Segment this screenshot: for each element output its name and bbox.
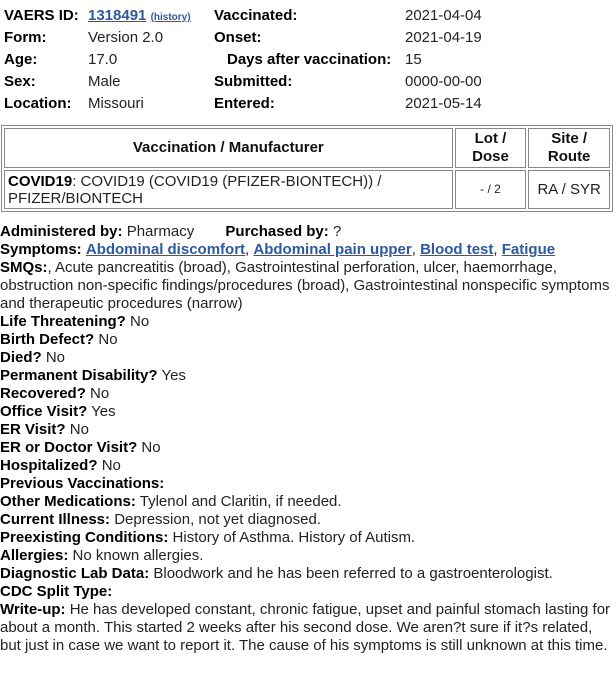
allergies-label: Allergies: [0,547,69,564]
report-header [0,0,616,120]
col-site-line2: Route [547,148,591,165]
er-visit-value: No [69,421,89,438]
administered-value: Pharmacy [126,223,195,240]
symptom-link[interactable]: Abdominal pain upper [253,241,412,258]
symptoms-row: Symptoms: Abdominal discomfort, Abdominal pain upper, Blood test, Fatigue [0,241,556,258]
cdc-split-label: CDC Split Type: [0,583,113,600]
col-site-route [528,128,610,168]
office-visit-label: Office Visit? [0,403,88,420]
current-illness-row [0,511,614,529]
cdc-split-row [0,583,614,601]
recovered-value: No [90,385,110,402]
administered-label: Administered by: [0,223,123,240]
symptom-link[interactable]: Abdominal discomfort [85,241,246,258]
allergies-value: No known allergies. [72,547,204,564]
er-visit-row [0,421,614,439]
submitted-label: Submitted: [214,73,293,90]
diagnostic-row [0,565,614,583]
vaers-id-link[interactable]: 1318491 [88,7,147,24]
entered-value: 2021-05-14 [405,95,482,112]
symptom-link[interactable]: Fatigue [501,241,556,258]
history-link[interactable]: (history) [150,12,191,23]
permanent-disability-value: Yes [161,367,186,384]
hospitalized-label: Hospitalized? [0,457,98,474]
report-details [0,223,614,655]
administered-row [0,223,614,241]
diagnostic-value: Bloodwork and he has been referred to a gastroenterologist. [153,565,553,582]
symptom-link[interactable]: Blood test [420,241,494,258]
vaccine-desc: : COVID19 (COVID19 (PFIZER-BIONTECH)) / PFIZER/BIONTECH [8,172,382,207]
current-illness-label: Current Illness: [0,511,111,528]
died-value: No [45,349,66,366]
writeup-label: Write-up: [0,601,66,618]
vaccine-cell [4,170,453,209]
col-lot-line1: Lot / [474,130,507,147]
smqs-label: SMQs: [0,259,48,276]
lot-dose-value: - / 2 [455,170,527,209]
previous-vaccinations-row [0,475,614,493]
onset-value: 2021-04-19 [405,29,482,46]
current-illness-value: Depression, not yet diagnosed. [114,511,322,528]
onset-label: Onset: [214,29,262,46]
location-value: Missouri [88,95,144,112]
allergies-row [0,547,614,565]
table-row [4,170,610,209]
vaccinated-value: 2021-04-04 [405,7,482,24]
purchased-label: Purchased by: [225,223,329,240]
location-label: Location: [4,95,72,112]
office-visit-row [0,403,614,421]
submitted-value: 0000-00-00 [405,73,482,90]
table-header-row [4,128,610,168]
birth-defect-value: No [98,331,118,348]
office-visit-value: Yes [91,403,116,420]
birth-defect-row [0,331,614,349]
er-doctor-label: ER or Doctor Visit? [0,439,138,456]
col-site-line1: Site / [551,130,588,147]
site-route-value: RA / SYR [528,170,610,209]
sex-value: Male [88,73,121,90]
age-value: 17.0 [88,51,118,68]
days-after-value: 15 [405,51,422,68]
vaccinated-label: Vaccinated: [214,7,298,24]
life-threatening-label: Life Threatening? [0,313,126,330]
er-doctor-row [0,439,614,457]
writeup-value: He has developed constant, chronic fatigue, upset and painful stomach lasting for about a month. This started 2 weeks after his second dose. We aren?t sure if it?s related, but just in case we want to report it. The cause of his symptoms is still unknown at this time. [0,601,611,654]
er-visit-label: ER Visit? [0,421,66,438]
smqs-row [0,259,614,313]
other-medications-value: Tylenol and Claritin, if needed. [139,493,342,510]
col-vaccination-manufacturer: Vaccination / Manufacturer [4,128,453,168]
symptoms-label: Symptoms: [0,241,82,258]
form-label: Form: [4,29,47,46]
purchased-value: ? [332,223,342,240]
died-label: Died? [0,349,42,366]
writeup-row [0,601,614,655]
vaccine-code: COVID19 [8,172,73,190]
permanent-disability-label: Permanent Disability? [0,367,158,384]
other-medications-label: Other Medications: [0,493,136,510]
permanent-disability-row [0,367,614,385]
days-after-label: Days after vaccination: [227,51,392,68]
age-label: Age: [4,51,38,68]
other-medications-row [0,493,614,511]
preexisting-value: History of Asthma. History of Autism. [172,529,416,546]
form-value: Version 2.0 [88,29,164,46]
vaers-id-label: VAERS ID: [4,7,79,24]
life-threatening-row [0,313,614,331]
died-row [0,349,614,367]
sex-label: Sex: [4,73,36,90]
col-lot-dose [455,128,527,168]
life-threatening-value: No [130,313,150,330]
recovered-row [0,385,614,403]
hospitalized-value: No [101,457,121,474]
previous-vaccinations-label: Previous Vaccinations: [0,475,165,492]
preexisting-row [0,529,614,547]
smqs-value: , Acute pancreatitis (broad), Gastrointestinal perforation, ulcer, haemorrhage, obstruction non-specific findings/procedures (broad), Gastrointestinal nonspecific symptoms and therapeutic procedures (narrow) [0,259,610,312]
preexisting-label: Preexisting Conditions: [0,529,169,546]
vaccination-table [1,125,613,212]
birth-defect-label: Birth Defect? [0,331,95,348]
diagnostic-label: Diagnostic Lab Data: [0,565,150,582]
col-lot-line2: Dose [472,148,509,165]
entered-label: Entered: [214,95,275,112]
recovered-label: Recovered? [0,385,86,402]
hospitalized-row [0,457,614,475]
er-doctor-value: No [141,439,161,456]
vaers-id-group [88,7,191,27]
